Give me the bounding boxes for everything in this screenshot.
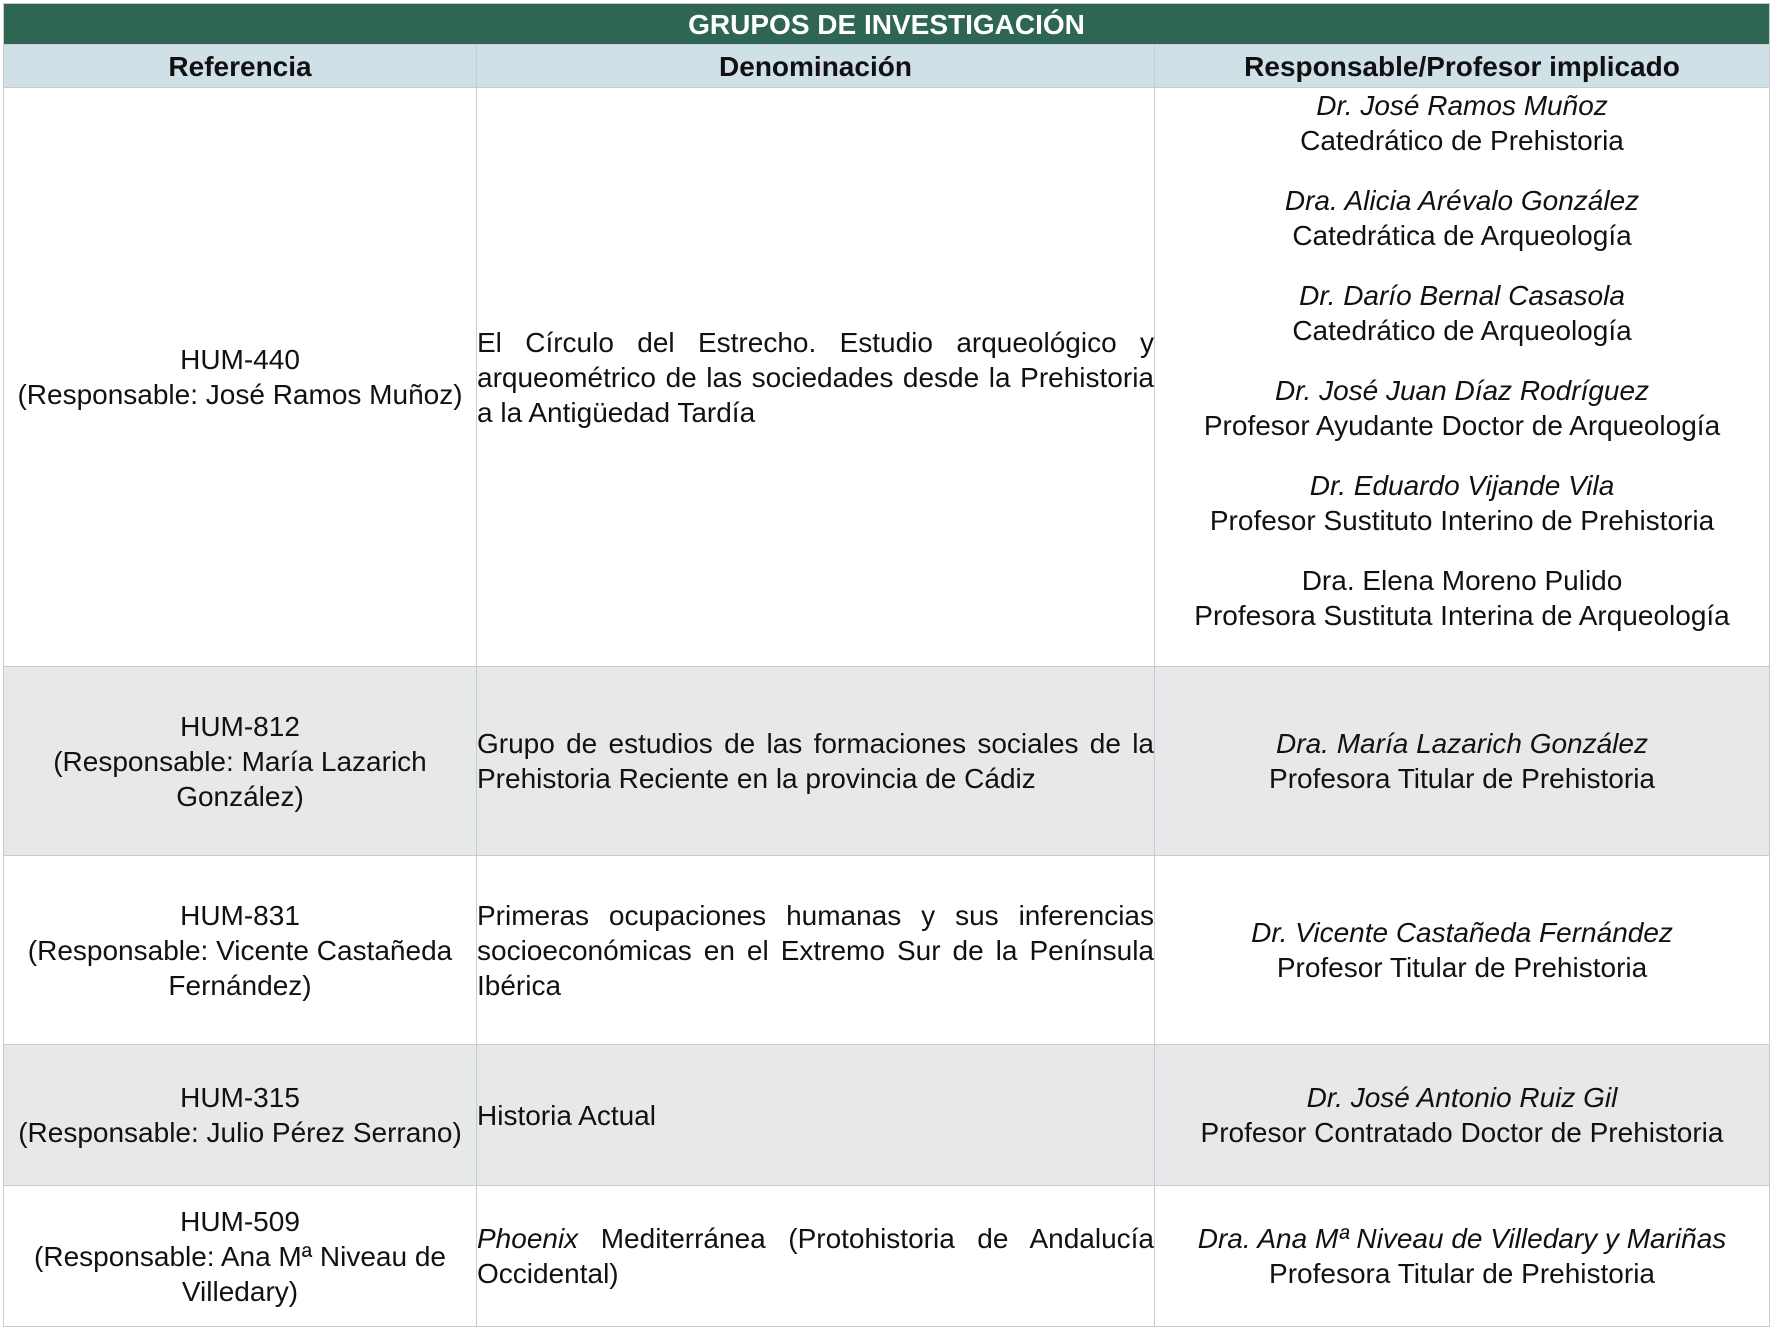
group-name-italic: Phoenix — [477, 1223, 579, 1254]
person-name: Dr. Vicente Castañeda Fernández — [1251, 917, 1673, 948]
person-entry — [1155, 563, 1769, 633]
person-name: Dra. Elena Moreno Pulido — [1301, 565, 1623, 596]
group-name-cell — [477, 856, 1155, 1045]
person-name: Dra. María Lazarich González — [1276, 728, 1648, 759]
group-responsible: (Responsable: Julio Pérez Serrano) — [18, 1117, 462, 1148]
person-name: Dra. Alicia Arévalo González — [1284, 185, 1640, 216]
person-entry — [1155, 278, 1769, 348]
person-entry — [1155, 183, 1769, 253]
group-name-cell — [477, 667, 1155, 856]
research-groups-table — [3, 3, 1770, 1327]
people-cell — [1155, 1186, 1770, 1327]
group-name-cell — [477, 88, 1155, 667]
person-role: Profesor Titular de Prehistoria — [1276, 952, 1648, 983]
group-name: Mediterránea (Protohistoria de Andalucía Occidental) — [477, 1223, 1154, 1289]
people-cell — [1155, 88, 1770, 667]
person-entry — [1155, 726, 1769, 796]
person-role: Profesora Sustituta Interina de Arqueología — [1194, 600, 1730, 631]
table-header-row — [4, 45, 1770, 88]
column-header-responsible: Responsable/Profesor implicado — [1155, 45, 1770, 88]
person-role: Catedrática de Arqueología — [1292, 220, 1632, 251]
group-code: HUM-440 — [180, 344, 300, 375]
person-entry — [1155, 1080, 1769, 1150]
person-name: Dr. Eduardo Vijande Vila — [1309, 470, 1615, 501]
group-responsible: (Responsable: José Ramos Muñoz) — [17, 379, 463, 410]
table-title: GRUPOS DE INVESTIGACIÓN — [4, 4, 1770, 45]
person-entry — [1155, 468, 1769, 538]
table-row — [4, 88, 1770, 667]
group-name: El Círculo del Estrecho. Estudio arqueológico y arqueométrico de las sociedades desde la Prehistoria a la Antigüedad Tardía — [477, 326, 1154, 428]
group-name: Primeras ocupaciones humanas y sus inferencias socioeconómicas en el Extremo Sur de la Península Ibérica — [477, 899, 1154, 1001]
person-role: Profesora Titular de Prehistoria — [1269, 763, 1655, 794]
group-code: HUM-812 — [180, 710, 300, 742]
people-cell — [1155, 1045, 1770, 1186]
group-code: HUM-509 — [180, 1205, 300, 1237]
group-name-cell — [477, 1186, 1155, 1327]
person-entry — [1155, 915, 1769, 985]
reference-cell — [4, 1186, 477, 1327]
person-name: Dra. Ana Mª Niveau de Villedary y Mariñas — [1197, 1223, 1727, 1254]
table-row — [4, 856, 1770, 1045]
group-code: HUM-315 — [180, 1082, 300, 1113]
group-responsible: (Responsable: Vicente Castañeda Fernández) — [27, 934, 453, 1001]
table-row — [4, 667, 1770, 856]
table-row — [4, 1045, 1770, 1186]
person-name: Dr. José Antonio Ruiz Gil — [1306, 1082, 1618, 1113]
group-responsible: (Responsable: Ana Mª Niveau de Villedary) — [34, 1240, 446, 1307]
group-responsible: (Responsable: María Lazarich González) — [53, 745, 427, 812]
person-role: Catedrático de Arqueología — [1292, 315, 1632, 346]
person-name: Dr. José Ramos Muñoz — [1316, 90, 1608, 121]
reference-cell — [4, 667, 477, 856]
person-role: Catedrático de Prehistoria — [1300, 125, 1624, 156]
group-name: Grupo de estudios de las formaciones sociales de la Prehistoria Reciente en la provincia de Cádiz — [477, 728, 1154, 794]
person-role: Profesor Contratado Doctor de Prehistoria — [1200, 1117, 1724, 1148]
table-row — [4, 1186, 1770, 1327]
person-name: Dr. Darío Bernal Casasola — [1299, 280, 1625, 311]
table-title-row — [4, 4, 1770, 45]
reference-cell — [4, 856, 477, 1045]
group-code: HUM-831 — [180, 899, 300, 931]
person-entry — [1155, 1221, 1769, 1291]
person-name: Dr. José Juan Díaz Rodríguez — [1275, 375, 1650, 406]
reference-cell — [4, 88, 477, 667]
people-cell — [1155, 856, 1770, 1045]
person-entry — [1155, 88, 1769, 158]
column-header-name: Denominación — [477, 45, 1155, 88]
person-entry — [1155, 373, 1769, 443]
person-role: Profesora Titular de Prehistoria — [1269, 1258, 1655, 1289]
group-name-cell — [477, 1045, 1155, 1186]
group-name: Historia Actual — [477, 1099, 656, 1131]
reference-cell — [4, 1045, 477, 1186]
people-cell — [1155, 667, 1770, 856]
person-role: Profesor Sustituto Interino de Prehistoria — [1209, 505, 1715, 536]
column-header-reference: Referencia — [4, 45, 477, 88]
person-role: Profesor Ayudante Doctor de Arqueología — [1203, 410, 1721, 441]
